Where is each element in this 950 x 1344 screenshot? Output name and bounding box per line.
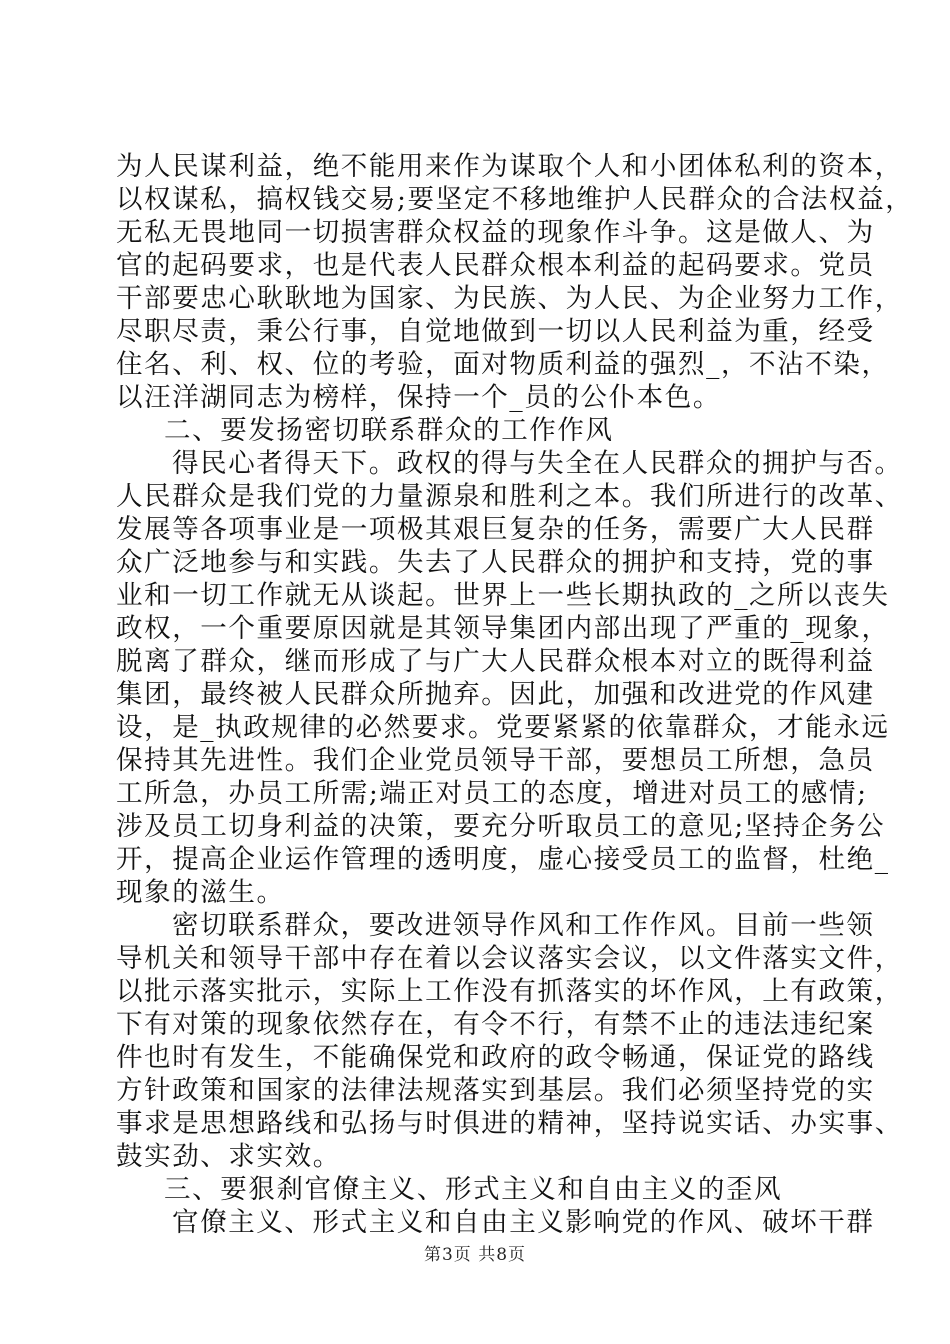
text-line: 官僚主义、形式主义和自由主义影响党的作风、破坏干群 <box>172 1207 875 1238</box>
text-line: 集团，最终被人民群众所抛弃。因此，加强和改进党的作风建 <box>116 679 875 710</box>
text-line: 无私无畏地同一切损害群众权益的现象作斗争。这是做人、为 <box>116 217 875 248</box>
text-line: 政权，一个重要原因就是其领导集团内部出现了严重的_现象， <box>116 613 890 644</box>
text-line: 开，提高企业运作管理的透明度，虚心接受员工的监督，杜绝_ <box>116 844 890 875</box>
text-line: 以权谋私，搞权钱交易;要坚定不移地维护人民群众的合法权益， <box>116 184 914 215</box>
text-line: 涉及员工切身利益的决策，要充分听取员工的意见;坚持企务公 <box>116 811 886 842</box>
text-line: 以批示落实批示，实际上工作没有抓落实的坏作风，上有政策， <box>116 976 903 1007</box>
text-line: 下有对策的现象依然存在，有令不行，有禁不止的违法违纪案 <box>116 1009 875 1040</box>
text-line: 官的起码要求，也是代表人民群众根本利益的起码要求。党员 <box>116 250 875 281</box>
section-heading: 二、要发扬密切联系群众的工作作风 <box>164 415 614 446</box>
text-line: 人民群众是我们党的力量源泉和胜利之本。我们所进行的改革、 <box>116 481 903 512</box>
section-heading: 三、要狠刹官僚主义、形式主义和自由主义的歪风 <box>164 1174 783 1205</box>
text-line: 鼓实劲、求实效。 <box>116 1141 341 1172</box>
text-line: 密切联系群众，要改进领导作风和工作作风。目前一些领 <box>172 910 875 941</box>
text-line: 现象的滋生。 <box>116 877 285 908</box>
text-line: 工所急，办员工所需;端正对员工的态度，增进对员工的感情; <box>116 778 868 809</box>
text-line: 导机关和领导干部中存在着以会议落实会议，以文件落实文件， <box>116 943 903 974</box>
text-line: 尽职尽责，秉公行事，自觉地做到一切以人民利益为重，经受 <box>116 316 875 347</box>
text-line: 业和一切工作就无从谈起。世界上一些长期执政的_之所以丧失 <box>116 580 890 611</box>
text-line: 方针政策和国家的法律法规落实到基层。我们必须坚持党的实 <box>116 1075 875 1106</box>
text-line: 众广泛地参与和实践。失去了人民群众的拥护和支持，党的事 <box>116 547 875 578</box>
text-line: 干部要忠心耿耿地为国家、为民族、为人民、为企业努力工作， <box>116 283 903 314</box>
text-line: 发展等各项事业是一项极其艰巨复杂的任务，需要广大人民群 <box>116 514 875 545</box>
text-line: 为人民谋利益，绝不能用来作为谋取个人和小团体私利的资本， <box>116 151 903 182</box>
text-line: 住名、利、权、位的考验，面对物质利益的强烈_，不沾不染， <box>116 349 890 380</box>
text-line: 件也时有发生，不能确保党和政府的政令畅通，保证党的路线 <box>116 1042 875 1073</box>
text-line: 以汪洋湖同志为榜样，保持一个_员的公仆本色。 <box>116 382 721 413</box>
text-line: 得民心者得天下。政权的得与失全在人民群众的拥护与否。 <box>172 448 903 479</box>
text-line: 保持其先进性。我们企业党员领导干部，要想员工所想，急员 <box>116 745 875 776</box>
page-footer: 第3页 共8页 <box>423 1245 527 1265</box>
text-line: 设，是_执政规律的必然要求。党要紧紧的依靠群众，才能永远 <box>116 712 890 743</box>
text-line: 事求是思想路线和弘扬与时俱进的精神，坚持说实话、办实事、 <box>116 1108 903 1139</box>
document-body <box>116 150 914 1239</box>
text-line: 脱离了群众，继而形成了与广大人民群众根本对立的既得利益 <box>116 646 875 677</box>
